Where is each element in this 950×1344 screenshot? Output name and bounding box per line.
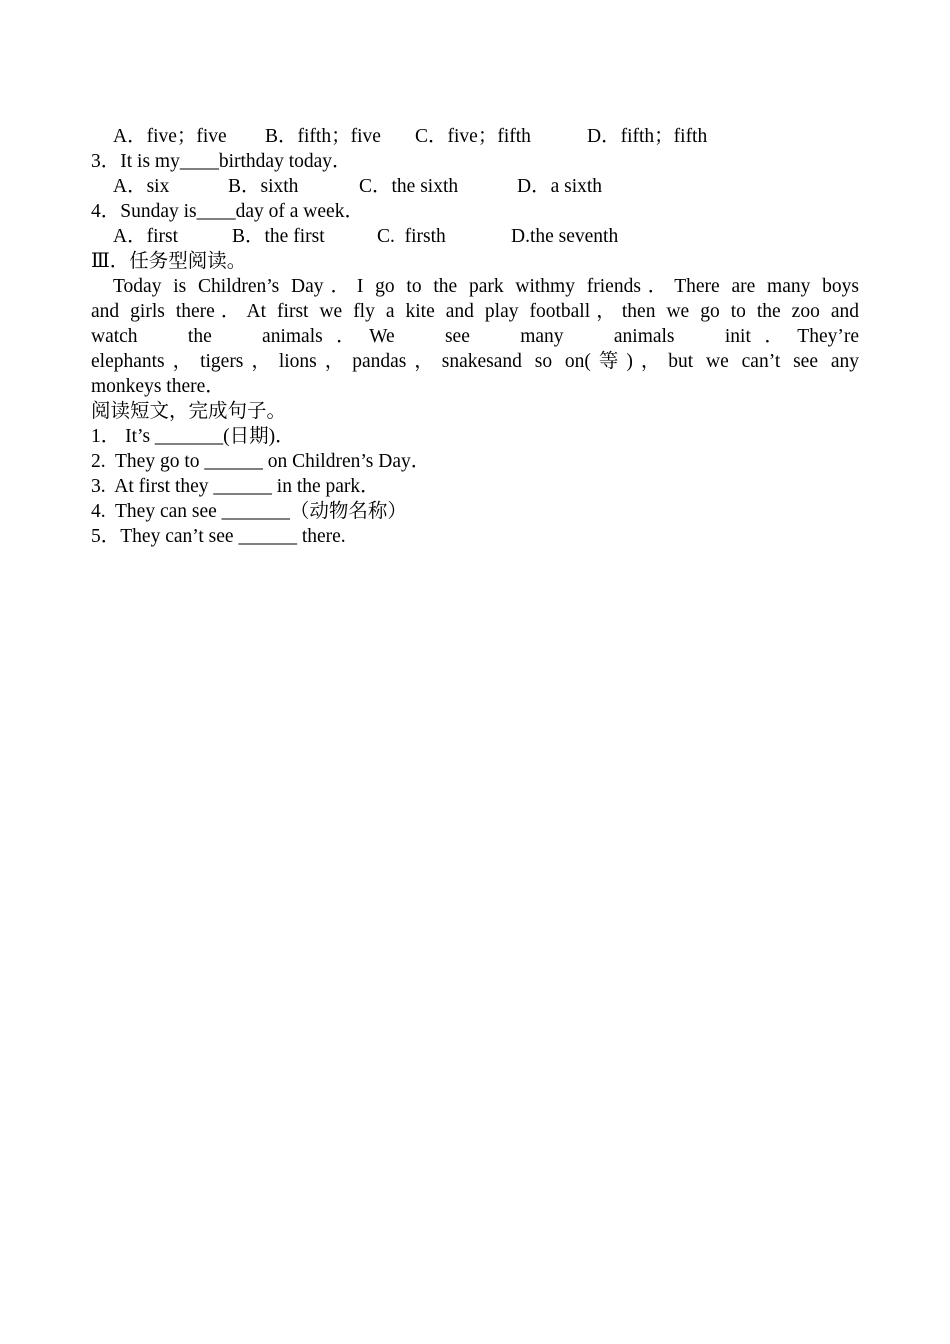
q3-option-a: A．six [113, 176, 170, 197]
reading-question: 5．They can’t see ______ there. [91, 526, 346, 547]
q4-stem: 4．Sunday is____day of a week． [91, 201, 364, 222]
passage-line: elephants，tigers，lions，pandas，snakesand so on(等)，but we can’t see any [91, 351, 859, 372]
q2-options [91, 124, 859, 149]
q4-option-b: B．the first [232, 226, 325, 247]
passage-line: watch the animals．We see many animals init．They’re [91, 326, 859, 347]
q4-options [91, 224, 859, 249]
q2-option-a: A．five；five [113, 126, 227, 147]
passage-line: and girls there．At first we fly a kite and play football，then we go to the zoo and [91, 301, 859, 322]
q2-option-d: D．fifth；fifth [587, 126, 708, 147]
reading-questions [91, 424, 859, 549]
q3-option-d: D．a sixth [517, 176, 603, 197]
section-heading: Ⅲ．任务型阅读。 [91, 251, 247, 272]
reading-question: 2. They go to ______ on Children’s Day． [91, 451, 431, 472]
q3-option-b: B．sixth [228, 176, 299, 197]
q3-options [91, 174, 859, 199]
q3-option-c: C．the sixth [359, 176, 459, 197]
reading-question: 4. They can see _______（动物名称） [91, 501, 407, 522]
q4-option-a: A．first [113, 226, 178, 247]
passage-line: Today is Children’s Day．I go to the park withmy friends．There are many boys [113, 276, 859, 297]
q2-option-b: B．fifth；five [265, 126, 381, 147]
q4-option-d: D.the seventh [511, 226, 619, 247]
document-page [91, 124, 859, 549]
passage-line: monkeys there． [91, 376, 225, 397]
q4-option-c: C. firsth [377, 226, 446, 247]
reading-question: 3. At first they ______ in the park． [91, 476, 380, 497]
q3-stem: 3．It is my____birthday today． [91, 151, 352, 172]
reading-question: 1． It’s _______(日期)． [91, 426, 295, 447]
q2-option-c: C．five；fifth [415, 126, 531, 147]
reading-passage [91, 274, 859, 399]
reading-instruction: 阅读短文，完成句子。 [91, 401, 287, 422]
